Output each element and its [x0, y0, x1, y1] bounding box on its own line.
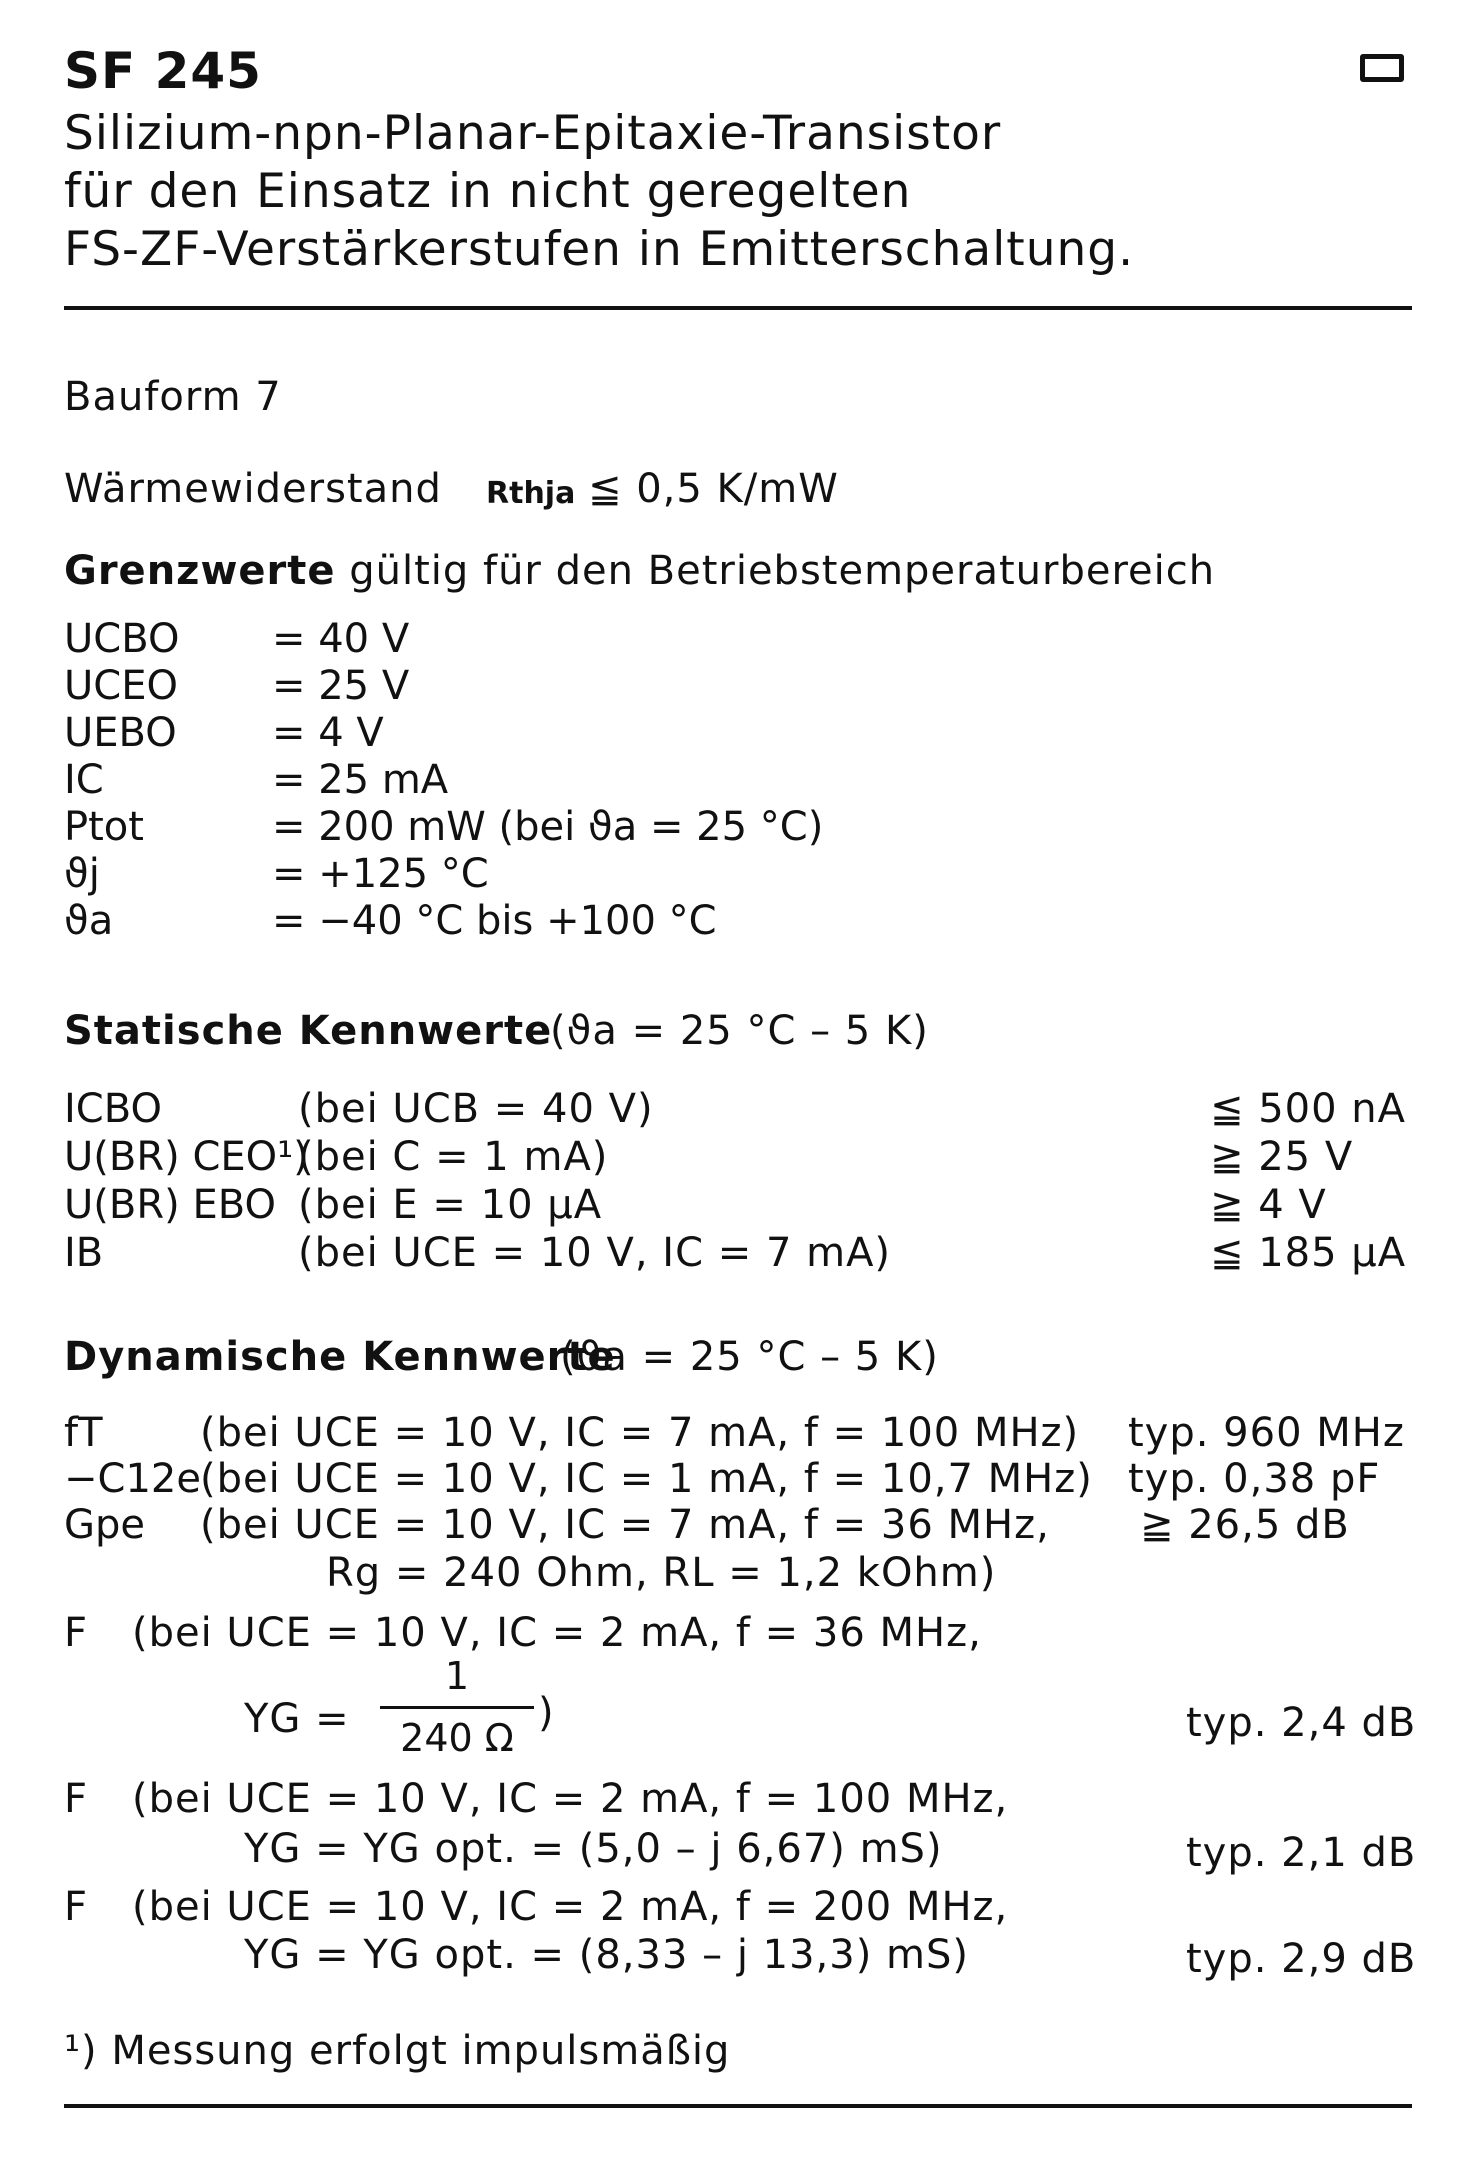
- static-symbol: U(BR) EBO: [64, 1182, 276, 1228]
- static-value: ≧ 4 V: [1210, 1182, 1327, 1228]
- static-condition: (bei UCE = 10 V, IC = 7 mA): [298, 1230, 892, 1276]
- limit-value: = 200 mW (bei ϑa = 25 °C): [272, 804, 824, 850]
- static-symbol: U(BR) CEO¹): [64, 1134, 309, 1180]
- noise-figure-condition-continued: YG = YG opt. = (5,0 – j 6,67) mS): [244, 1826, 943, 1872]
- source-admittance-label: YG =: [244, 1696, 350, 1742]
- static-condition: (bei E = 10 µA: [298, 1182, 603, 1228]
- static-condition: (bei UCB = 40 V): [298, 1086, 654, 1132]
- noise-figure-value: typ. 2,4 dB: [1186, 1700, 1417, 1746]
- footnote: ¹) Messung erfolgt impulsmäßig: [64, 2028, 731, 2074]
- limit-symbol: ϑj: [64, 851, 100, 897]
- description-line-2: für den Einsatz in nicht geregelten: [64, 164, 912, 219]
- limit-value: = 25 mA: [272, 757, 449, 803]
- footer-divider: [64, 2104, 1412, 2108]
- bauform: Bauform 7: [64, 374, 282, 420]
- static-condition: (bei C = 1 mA): [298, 1134, 609, 1180]
- fraction-numerator: 1: [444, 1654, 470, 1698]
- thermal-resistance-label: Wärmewiderstand: [64, 466, 442, 512]
- dynamic-title: Dynamische Kennwerte: [64, 1334, 616, 1380]
- limit-value: = 4 V: [272, 710, 384, 756]
- header-divider: [64, 306, 1412, 310]
- dynamic-value: ≧ 26,5 dB: [1140, 1502, 1350, 1548]
- thermal-resistance-value: ≦ 0,5 K/mW: [588, 466, 839, 512]
- noise-figure-symbol: F: [64, 1884, 88, 1930]
- dynamic-conditions: (ϑa = 25 °C – 5 K): [560, 1334, 939, 1380]
- limit-symbol: UEBO: [64, 710, 177, 756]
- dynamic-symbol: fT: [64, 1410, 103, 1456]
- limit-symbol: IC: [64, 757, 104, 803]
- noise-figure-condition-continued: YG = YG opt. = (8,33 – j 13,3) mS): [244, 1932, 969, 1978]
- noise-figure-value: typ. 2,9 dB: [1186, 1936, 1417, 1982]
- noise-figure-symbol: F: [64, 1776, 88, 1822]
- static-value: ≦ 500 nA: [1210, 1086, 1407, 1132]
- noise-figure-value: typ. 2,1 dB: [1186, 1830, 1417, 1876]
- dynamic-value: typ. 0,38 pF: [1128, 1456, 1381, 1502]
- description-line-3: FS-ZF-Verstärkerstufen in Emitterschaltung.: [64, 222, 1135, 277]
- limit-value: = −40 °C bis +100 °C: [272, 898, 717, 944]
- dynamic-value: typ. 960 MHz: [1128, 1410, 1405, 1456]
- limit-value: = 40 V: [272, 616, 410, 662]
- description-line-1: Silizium-npn-Planar-Epitaxie-Transistor: [64, 106, 1002, 161]
- dynamic-condition: (bei UCE = 10 V, IC = 7 mA, f = 100 MHz): [200, 1410, 1080, 1456]
- limits-subtitle: gültig für den Betriebstemperaturbereich: [349, 548, 1216, 594]
- dynamic-condition: (bei UCE = 10 V, IC = 1 mA, f = 10,7 MHz): [200, 1456, 1093, 1502]
- thermal-resistance-symbol: Rthja: [486, 476, 576, 511]
- limit-value: = 25 V: [272, 663, 410, 709]
- package-outline-icon: [1360, 54, 1404, 82]
- limits-title: Grenzwerte: [64, 548, 336, 594]
- type-designation: SF 245: [64, 42, 262, 100]
- limit-symbol: ϑa: [64, 898, 114, 944]
- static-value: ≦ 185 µA: [1210, 1230, 1407, 1276]
- noise-figure-condition: (bei UCE = 10 V, IC = 2 mA, f = 100 MHz,: [132, 1776, 1009, 1822]
- dynamic-symbol: −C12e: [64, 1456, 201, 1502]
- fraction-close-paren: ): [538, 1690, 555, 1736]
- limit-symbol: Ptot: [64, 804, 144, 850]
- gpe-condition-continued: Rg = 240 Ohm, RL = 1,2 kOhm): [326, 1550, 997, 1596]
- limit-symbol: UCBO: [64, 616, 180, 662]
- fraction-bar: [380, 1706, 534, 1709]
- static-conditions: (ϑa = 25 °C – 5 K): [550, 1008, 929, 1054]
- noise-figure-symbol: F: [64, 1610, 88, 1656]
- static-value: ≧ 25 V: [1210, 1134, 1354, 1180]
- noise-figure-condition: (bei UCE = 10 V, IC = 2 mA, f = 36 MHz,: [132, 1610, 982, 1656]
- fraction-denominator: 240 Ω: [400, 1716, 514, 1760]
- limit-symbol: UCEO: [64, 663, 178, 709]
- noise-figure-condition: (bei UCE = 10 V, IC = 2 mA, f = 200 MHz,: [132, 1884, 1009, 1930]
- static-title: Statische Kennwerte: [64, 1008, 553, 1054]
- static-symbol: IB: [64, 1230, 104, 1276]
- static-symbol: ICBO: [64, 1086, 162, 1132]
- dynamic-symbol: Gpe: [64, 1502, 145, 1548]
- limit-value: = +125 °C: [272, 851, 489, 897]
- dynamic-condition: (bei UCE = 10 V, IC = 7 mA, f = 36 MHz,: [200, 1502, 1050, 1548]
